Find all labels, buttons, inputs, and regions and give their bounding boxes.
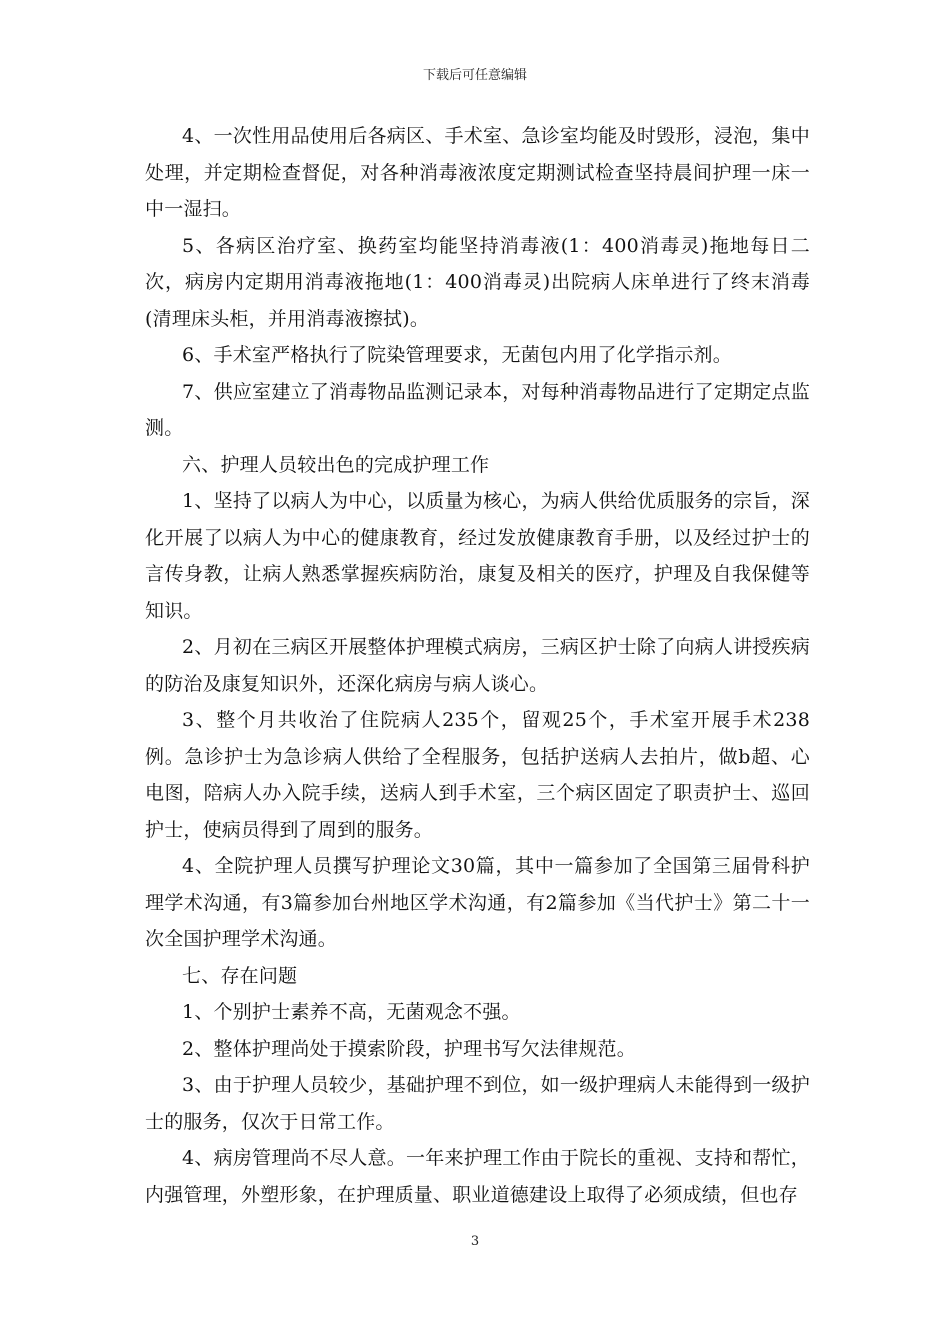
page-header: 下载后可任意编辑	[422, 68, 527, 83]
paragraph: 6、手术室严格执行了院染管理要求，无菌包内用了化学指示剂。	[182, 344, 732, 366]
paragraph: 3、由于护理人员较少，基础护理不到位，如一级护理病人未能得到一级护士的服务，仅次于日常工作。	[145, 1074, 810, 1133]
paragraph: 7、供应室建立了消毒物品监测记录本，对每种消毒物品进行了定期定点监测。	[145, 380, 810, 439]
paragraph: 3、整个月共收治了住院病人235个，留观25个，手术室开展手术238例。急诊护士为急诊病人供给了全程服务，包括护送病人去拍片，做b超、心电图，陪病人办入院手续，送病人到手术室，三个病区固定了职责护士、巡回护士，使病员得到了周到的服务。	[145, 709, 810, 841]
section-heading: 七、存在问题	[182, 964, 298, 987]
paragraph: 4、一次性用品使用后各病区、手术室、急诊室均能及时毁形，浸泡，集中处理，并定期检查督促，对各种消毒液浓度定期测试检查坚持晨间护理一床一中一湿扫。	[145, 125, 810, 220]
paragraph: 5、各病区治疗室、换药室均能坚持消毒液(1：400消毒灵)拖地每日二次，病房内定期用消毒液拖地(1：400消毒灵)出院病人床单进行了终末消毒(清理床头柜，并用消毒液擦拭)。	[145, 234, 810, 330]
document-body	[145, 118, 810, 1213]
page-number: 3	[470, 1234, 480, 1249]
paragraph: 4、全院护理人员撰写护理论文30篇，其中一篇参加了全国第三届骨科护理学术沟通，有3篇参加台州地区学术沟通，有2篇参加《当代护士》第二十一次全国护理学术沟通。	[145, 855, 810, 950]
paragraph: 1、坚持了以病人为中心，以质量为核心，为病人供给优质服务的宗旨，深化开展了以病人为中心的健康教育，经过发放健康教育手册，以及经过护士的言传身教，让病人熟悉掌握疾病防治，康复及相关的医疗，护理及自我保健等知识。	[145, 490, 810, 622]
paragraph: 4、病房管理尚不尽人意。一年来护理工作由于院长的重视、支持和帮忙，内强管理，外塑形象，在护理质量、职业道德建设上取得了必须成绩，但也存	[145, 1147, 810, 1206]
paragraph: 2、整体护理尚处于摸索阶段，护理书写欠法律规范。	[182, 1037, 636, 1060]
section-heading: 六、护理人员较出色的完成护理工作	[182, 453, 490, 476]
paragraph: 2、月初在三病区开展整体护理模式病房，三病区护士除了向病人讲授疾病的防治及康复知识外，还深化病房与病人谈心。	[145, 636, 810, 695]
paragraph: 1、个别护士素养不高，无菌观念不强。	[182, 1001, 521, 1023]
